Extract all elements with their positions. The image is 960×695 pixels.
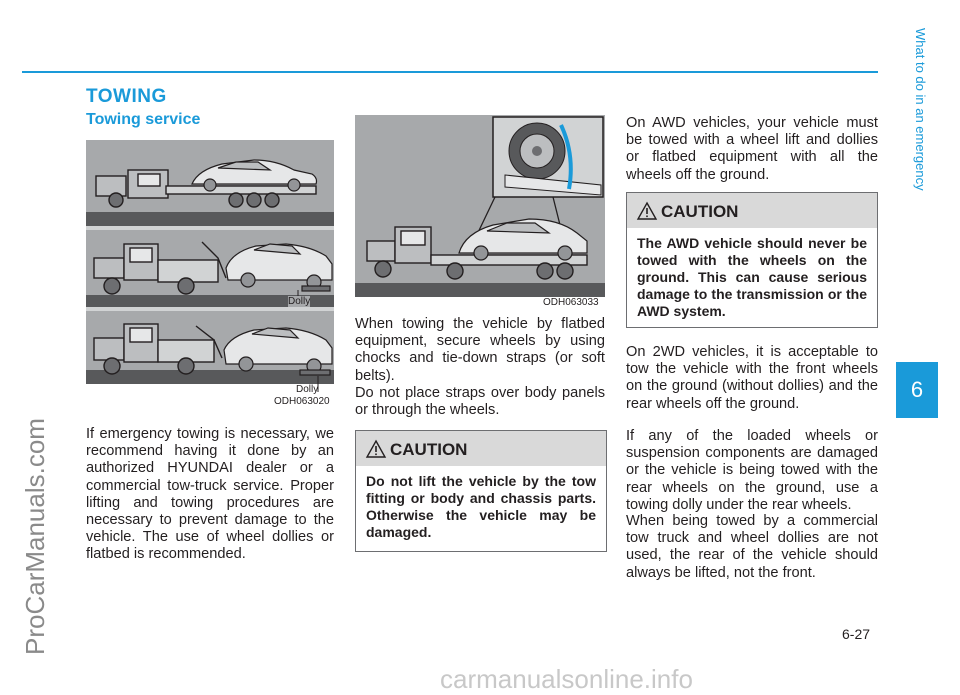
body-paragraph: Do not place straps over body panels or through the wheels. (355, 385, 605, 419)
dolly-label: Dolly (296, 384, 319, 395)
body-paragraph: When being towed by a commercial tow truck and wheel dollies are not used, the rear of the vehicle should always be lifted, not the front. (626, 513, 878, 581)
dolly-label: Dolly (288, 296, 311, 307)
chapter-name-text: What to do in an emergency (913, 28, 928, 191)
flatbed-figure (355, 115, 605, 310)
subsection-title: Towing service (86, 111, 201, 128)
flatbed-strap-illustration (355, 115, 605, 310)
section-title: TOWING (86, 86, 167, 107)
towing-methods-illustration (86, 140, 334, 410)
caution-box (355, 430, 607, 552)
body-paragraph: If any of the loaded wheels or suspension components are damaged or the vehicle is being towed with the rear wheels on the ground, use a towing dolly under the rear wheels. (626, 428, 878, 513)
chapter-number-tab: 6 (896, 362, 938, 418)
caution-text: The AWD vehicle should never be towed with the wheels on the ground. This can cause serious damage to the transmission or the AWD system. (637, 235, 867, 319)
watermark-left (14, 100, 54, 660)
page-number: 6-27 (842, 626, 871, 642)
warning-icon (366, 440, 386, 458)
body-paragraph: On AWD vehicles, your vehicle must be towed with a wheel lift and dollies or flatbed equipment with all the wheels off the ground. (626, 115, 878, 183)
caution-heading: CAUTION (390, 440, 468, 459)
watermark-left-text: ProCarManuals.com (20, 418, 50, 655)
body-paragraph: On 2WD vehicles, it is acceptable to tow the vehicle with the front wheels on the ground (without dollies) and the rear wheels off the ground. (626, 344, 878, 412)
caution-text: Do not lift the vehicle by the tow fitting or body and chassis parts. Otherwise the vehicle may be damaged. (366, 473, 596, 540)
caution-heading: CAUTION (661, 202, 739, 221)
caution-header (627, 193, 877, 228)
chapter-name (902, 22, 928, 352)
caution-box (626, 192, 878, 328)
watermark-bottom: carmanualsonline.info (440, 664, 693, 694)
figure-code: ODH063020 (274, 396, 330, 407)
towing-methods-figure (86, 140, 334, 410)
warning-icon (637, 202, 657, 220)
body-paragraph: When towing the vehicle by flatbed equipment, secure wheels by using chocks and tie-down straps (or soft belts). (355, 316, 605, 384)
caution-header (356, 431, 606, 466)
body-paragraph: If emergency towing is necessary, we recommend having it done by an authorized HYUNDAI dealer or a commercial tow-truck service. Proper lifting and towing procedures are necessary to prevent damage to the vehicle. The use of wheel dollies or flatbed is recommended. (86, 426, 334, 563)
header-rule (22, 71, 878, 73)
figure-code: ODH063033 (543, 297, 599, 308)
